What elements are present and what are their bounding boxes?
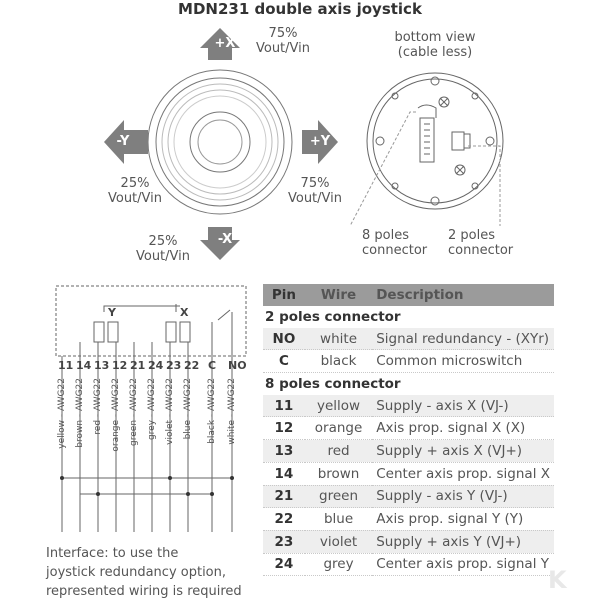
wire-label: red - AWG22: [93, 378, 103, 435]
cell-pin: 14: [263, 462, 305, 485]
table-row: [263, 417, 554, 440]
cell-pin: 12: [263, 417, 305, 440]
watermark-logo: K: [548, 566, 567, 594]
connector-2-label: 2 poles connector: [448, 228, 514, 258]
cell-wire: red: [305, 440, 372, 463]
enclosure: [56, 286, 246, 356]
pin-number: 14: [76, 359, 92, 372]
arrow-plus-x-label: +X: [214, 36, 236, 51]
plus-y-value: 75% Vout/Vin: [287, 176, 342, 206]
cell-description: Common microswitch: [372, 350, 554, 373]
cell-wire: brown: [305, 462, 372, 485]
table-row: [263, 508, 554, 531]
pin-number: 13: [94, 359, 110, 372]
wire-label: white - AWG22: [227, 378, 237, 445]
cell-pin: C: [263, 350, 305, 373]
pin-number: 12: [112, 359, 128, 372]
table-row: [263, 328, 554, 350]
cell-description: Signal redundancy - (XYr): [372, 328, 554, 350]
header-wire: Wire: [305, 284, 372, 306]
cell-description: Supply - axis X (VJ-): [372, 395, 554, 417]
joystick-bottom-view: [340, 66, 540, 236]
plus-x-value: 75% Vout/Vin: [255, 26, 310, 56]
cell-wire: grey: [305, 553, 372, 576]
interface-note: Interface: to use the joystick redundancy option, represented wiring is required: [46, 546, 242, 599]
pin-table: [263, 284, 554, 576]
table-row: [263, 395, 554, 417]
connector-8-pole: [420, 118, 434, 162]
minus-x-value: 25% Vout/Vin: [135, 234, 190, 264]
cell-wire: yellow: [305, 395, 372, 417]
page-title: MDN231 double axis joystick: [178, 0, 422, 18]
minus-y-value: 25% Vout/Vin: [107, 176, 162, 206]
header-pin: Pin: [263, 284, 305, 306]
connector-8-label: 8 poles connector: [362, 228, 428, 258]
cell-description: Axis prop. signal X (X): [372, 417, 554, 440]
table-header-row: [263, 284, 554, 306]
table-row: [263, 440, 554, 463]
arrow-minus-x-label: -X: [217, 232, 233, 247]
wire-label: violet - AWG22: [165, 378, 175, 445]
cell-wire: black: [305, 350, 372, 373]
screw-holes: [376, 77, 494, 205]
cell-pin: NO: [263, 328, 305, 350]
inner-knob: [190, 112, 250, 172]
cell-wire: green: [305, 485, 372, 508]
table-row: [263, 350, 554, 373]
wire-label: blue - AWG22: [183, 378, 193, 440]
pin-number: NO: [228, 359, 247, 372]
pin-number: 11: [58, 359, 74, 372]
cell-description: Supply - axis Y (VJ-): [372, 485, 554, 508]
header-description: Description: [372, 284, 554, 306]
pin-number: 21: [130, 359, 146, 372]
table-row: [263, 530, 554, 553]
wire-label: orange - AWG22: [111, 378, 121, 452]
cell-pin: 11: [263, 395, 305, 417]
table-section-row: [263, 306, 554, 328]
cell-description: Center axis prop. signal Y: [372, 553, 554, 576]
section-title: 2 poles connector: [265, 308, 401, 325]
table-row: [263, 553, 554, 576]
wire-label: black - AWG22: [207, 378, 217, 444]
table-row: [263, 485, 554, 508]
cell-wire: blue: [305, 508, 372, 531]
connector-2-pole: [452, 132, 464, 150]
wire-label-row: [50, 378, 260, 458]
cell-pin: 23: [263, 530, 305, 553]
cell-pin: 21: [263, 485, 305, 508]
cell-wire: white: [305, 328, 372, 350]
wire-label: yellow - AWG22: [57, 378, 67, 449]
wire-label: grey - AWG22: [147, 378, 157, 441]
pin-number: 23: [166, 359, 182, 372]
cell-description: Axis prop. signal Y (Y): [372, 508, 554, 531]
cell-pin: 22: [263, 508, 305, 531]
arrow-plus-y-label: +Y: [309, 134, 331, 149]
pin-number: 22: [184, 359, 200, 372]
section-title: 8 poles connector: [265, 375, 401, 392]
cell-pin: 24: [263, 553, 305, 576]
bottom-view-title: bottom view (cable less): [394, 30, 476, 60]
table-row: [263, 462, 554, 485]
axis-y-label: Y: [108, 306, 116, 319]
cell-pin: 13: [263, 440, 305, 463]
table-section-row: [263, 373, 554, 395]
cell-description: Center axis prop. signal X: [372, 462, 554, 485]
wire-label: brown - AWG22: [75, 378, 85, 448]
wire-label: green - AWG22: [129, 378, 139, 446]
cell-description: Supply + axis X (VJ+): [372, 440, 554, 463]
pin-number: 24: [148, 359, 164, 372]
cell-wire: violet: [305, 530, 372, 553]
cell-description: Supply + axis Y (VJ+): [372, 530, 554, 553]
axis-x-label: X: [180, 306, 189, 319]
arrow-minus-y-label: -Y: [116, 134, 130, 149]
pin-number: C: [208, 359, 217, 372]
cell-wire: orange: [305, 417, 372, 440]
